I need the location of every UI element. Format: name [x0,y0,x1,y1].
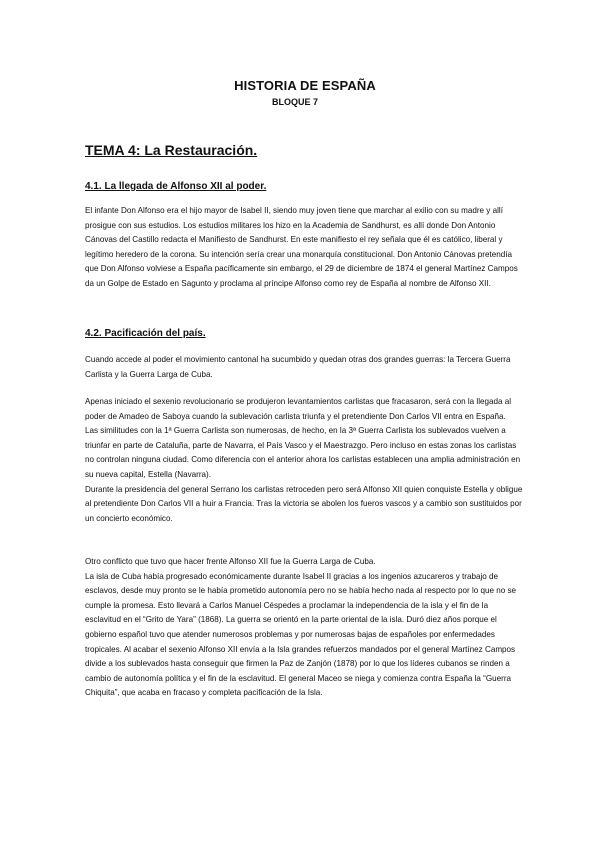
paragraph: El infante Don Alfonso era el hijo mayor de Isabel II, siendo muy joven tiene que marchar al exilio con su madre y allí prosigue con sus estudios. Los estudios militares los hizo en la Academia de Sandhurst, es allí donde Don Antonio Cánovas del Castillo redacta el Manifiesto de Sandhurst. En este manifiesto el rey señala que él es católico, liberal y legítimo heredero de la corona. Su intención sería crear una monarquía constitucional. Don Antonio Cánovas pretendía que Don Alfonso volviese a España pacíficamente sin embargo, el 29 de diciembre de 1874 el general Martínez Campos da un Golpe de Estado en Sagunto y proclama al príncipe Alfonso como rey de España al nombre de Alfonso XII. [85,206,518,288]
paragraph: La isla de Cuba había progresado económicamente durante Isabel II gracias a los ingenios azucareros y trabajo de esclavos, desde muy pronto se le había prometido autonomía pero no se había hecho nada al respecto por lo que no se cumple la promesa. Esto llevará a Carlos Manuel Céspedes a proclamar la independencia de la isla y el fin de la esclavitud en el “Grito de Yara” (1868). La guerra se orientó en la parte oriental de la isla. Duró diez años porque el gobierno español tuvo que atender numerosos problemas y por numerosas bajas de españoles por enfermedades tropicales. Al acabar el sexenio Alfonso XII envía a la Isla grandes refuerzos mandados por el general Martínez Campos divide a los sublevados hasta conseguir que firmen la Paz de Zanjón (1878) por lo que los líderes cubanos se rinden a cambio de autonomía política y el fin de la esclavitud. El general Maceo se niega y comienza contra España la “Guerra Chiquita”, que acaba en fracaso y completa pacificación de la Isla. [85,571,517,698]
section-body-4-2b [85,395,523,526]
section-heading-4-2: 4.2. Pacificación del país. [85,328,206,339]
paragraph: Cuando accede al poder el movimiento cantonal ha sucumbido y quedan otras dos grandes guerras: la Tercera Guerra Carlista y la Guerra Larga de Cuba. [85,355,511,379]
section-body-4-2a [85,353,523,382]
document-title: HISTORIA DE ESPAÑA [234,78,376,93]
paragraph: Otro conflicto que tuvo que hacer frente Alfonso XII fue la Guerra Larga de Cuba. [85,557,376,566]
document-header [0,78,600,107]
section-body-4-2c [85,555,523,701]
paragraph: Durante la presidencia del general Serrano los carlistas retroceden pero será Alfonso XII quien conquiste Estella y obligue al pretendiente Don Carlos VII a huir a Francia. Tras la victoria se abolen los fueros vascos y a cambio son sustituidos por un concierto económico. [85,484,523,523]
document-subtitle: BLOQUE 7 [272,97,319,107]
paragraph: Las similitudes con la 1ª Guerra Carlista son numerosas, de hecho, en la 3ª Guerra Carlista los sublevados vuelven a triunfar en parte de Cataluña, parte de Navarra, el País Vasco y el Maestrazgo. Pero incluso en estas zonas los carlistas no controlan ninguna ciudad. Como diferencia con el anterior ahora los carlistas establecen una amplia administración en su nueva capital, Estella (Navarra). [85,426,521,479]
paragraph: Apenas iniciado el sexenio revolucionario se produjeron levantamientos carlistas que fracasaron, será con la llegada al poder de Amadeo de Saboya cuando la sublevación carlista triunfa y el pretendiente Don Carlos VII entra en España. [85,397,512,421]
section-body-4-1 [85,204,523,292]
section-heading-4-1: 4.1. La llegada de Alfonso XII al poder. [85,181,267,192]
topic-heading: TEMA 4: La Restauración. [85,142,258,158]
